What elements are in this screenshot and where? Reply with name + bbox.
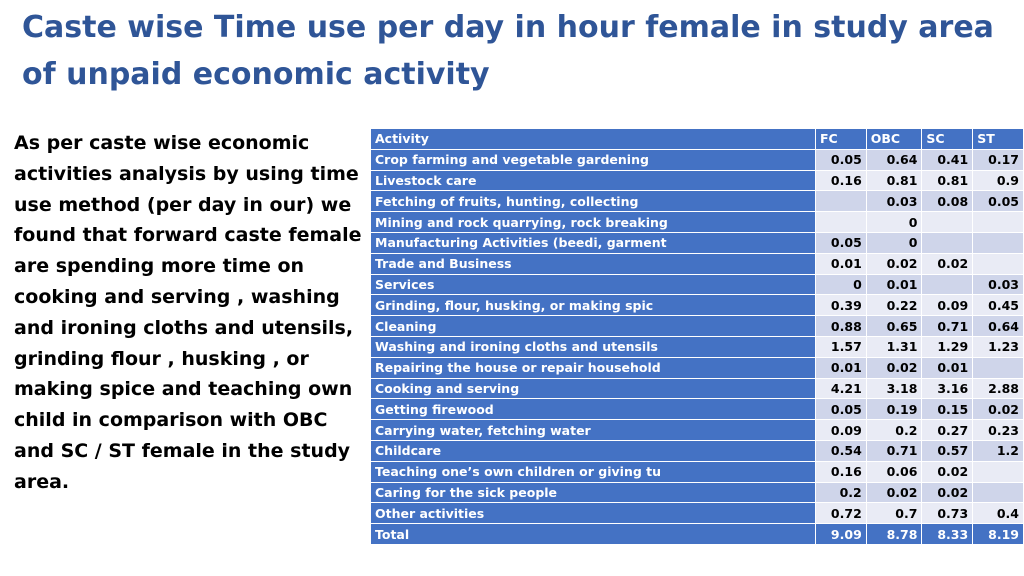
obc-cell: 0.01 [866,274,922,295]
table-row [371,336,1024,357]
table-row [371,170,1024,191]
activity-cell: Grinding, flour, husking, or making spic [371,295,816,316]
sc-cell: 8.33 [922,524,973,545]
fc-cell: 0.09 [816,420,867,441]
sc-cell: 0.27 [922,420,973,441]
sc-cell: 0.02 [922,461,973,482]
activity-cell: Teaching one’s own children or giving tu [371,461,816,482]
activity-cell: Cleaning [371,316,816,337]
sc-cell: 3.16 [922,378,973,399]
table-row [371,440,1024,461]
table-row [371,399,1024,420]
activity-cell: Livestock care [371,170,816,191]
st-cell: 0.64 [973,316,1024,337]
activity-cell: Other activities [371,503,816,524]
st-cell [973,461,1024,482]
table-row [371,295,1024,316]
obc-cell: 0.02 [866,357,922,378]
obc-cell: 1.31 [866,336,922,357]
table-total-row [371,524,1024,545]
fc-cell: 0.16 [816,170,867,191]
activity-cell: Cooking and serving [371,378,816,399]
fc-cell [816,212,867,233]
obc-cell: 0.02 [866,482,922,503]
slide-title: Caste wise Time use per day in hour female in study area of unpaid economic activity [22,10,994,92]
body-paragraph: As per caste wise economic activities analysis by using time use method (per day in our) we found that forward caste female are spending more time on cooking and serving , washing and ironing cloths and utensils, grinding flour , husking , or making spice and teaching own child in comparison with OBC and SC / ST female in the study area. [14,132,362,493]
obc-cell: 0.2 [866,420,922,441]
fc-cell: 0.16 [816,461,867,482]
table-row [371,149,1024,170]
sc-cell: 0.02 [922,482,973,503]
st-cell [973,357,1024,378]
activity-cell: Getting firewood [371,399,816,420]
header-fc: FC [816,129,867,150]
activity-cell: Repairing the house or repair household [371,357,816,378]
st-cell: 0.05 [973,191,1024,212]
table-row [371,357,1024,378]
st-cell: 1.23 [973,336,1024,357]
st-cell: 0.23 [973,420,1024,441]
st-cell: 0.17 [973,149,1024,170]
obc-cell: 0.64 [866,149,922,170]
fc-cell: 0.05 [816,232,867,253]
header-obc: OBC [866,129,922,150]
obc-cell: 0.19 [866,399,922,420]
fc-cell: 0.72 [816,503,867,524]
st-cell [973,212,1024,233]
fc-cell: 9.09 [816,524,867,545]
sc-cell: 0.41 [922,149,973,170]
sc-cell: 0.81 [922,170,973,191]
table-row [371,316,1024,337]
sc-cell: 0.71 [922,316,973,337]
st-cell: 8.19 [973,524,1024,545]
fc-cell: 0.88 [816,316,867,337]
fc-cell: 0.01 [816,357,867,378]
st-cell [973,482,1024,503]
caste-time-use-table [370,128,1024,545]
activity-cell: Manufacturing Activities (beedi, garment [371,232,816,253]
fc-cell: 0 [816,274,867,295]
st-cell: 2.88 [973,378,1024,399]
sc-cell [922,274,973,295]
activity-cell: Services [371,274,816,295]
fc-cell: 4.21 [816,378,867,399]
fc-cell: 1.57 [816,336,867,357]
sc-cell: 0.15 [922,399,973,420]
activity-cell: Total [371,524,816,545]
activity-cell: Washing and ironing cloths and utensils [371,336,816,357]
sc-cell: 0.09 [922,295,973,316]
sc-cell: 0.57 [922,440,973,461]
obc-cell: 0.71 [866,440,922,461]
table-row [371,378,1024,399]
table-row [371,482,1024,503]
table-row [371,274,1024,295]
header-activity: Activity [371,129,816,150]
fc-cell: 0.01 [816,253,867,274]
activity-cell: Trade and Business [371,253,816,274]
fc-cell: 0.2 [816,482,867,503]
sc-cell [922,212,973,233]
st-cell: 0.4 [973,503,1024,524]
activity-cell: Caring for the sick people [371,482,816,503]
activity-cell: Carrying water, fetching water [371,420,816,441]
table-row [371,461,1024,482]
sc-cell: 0.01 [922,357,973,378]
obc-cell: 0.03 [866,191,922,212]
table-row [371,191,1024,212]
table-row [371,212,1024,233]
fc-cell: 0.05 [816,399,867,420]
sc-cell: 1.29 [922,336,973,357]
fc-cell: 0.54 [816,440,867,461]
obc-cell: 8.78 [866,524,922,545]
sc-cell [922,232,973,253]
fc-cell: 0.05 [816,149,867,170]
fc-cell [816,191,867,212]
obc-cell: 0.81 [866,170,922,191]
activity-cell: Crop farming and vegetable gardening [371,149,816,170]
st-cell: 0.45 [973,295,1024,316]
activity-cell: Fetching of fruits, hunting, collecting [371,191,816,212]
table-row [371,503,1024,524]
header-sc: SC [922,129,973,150]
table-row [371,420,1024,441]
header-st: ST [973,129,1024,150]
sc-cell: 0.73 [922,503,973,524]
sc-cell: 0.08 [922,191,973,212]
st-cell: 0.9 [973,170,1024,191]
fc-cell: 0.39 [816,295,867,316]
table-row [371,253,1024,274]
obc-cell: 0.02 [866,253,922,274]
obc-cell: 0.65 [866,316,922,337]
st-cell [973,232,1024,253]
table-header-row [371,129,1024,150]
obc-cell: 0 [866,212,922,233]
st-cell [973,253,1024,274]
obc-cell: 3.18 [866,378,922,399]
st-cell: 1.2 [973,440,1024,461]
obc-cell: 0 [866,232,922,253]
obc-cell: 0.06 [866,461,922,482]
activity-cell: Childcare [371,440,816,461]
sc-cell: 0.02 [922,253,973,274]
obc-cell: 0.22 [866,295,922,316]
obc-cell: 0.7 [866,503,922,524]
st-cell: 0.02 [973,399,1024,420]
table-row [371,232,1024,253]
st-cell: 0.03 [973,274,1024,295]
activity-cell: Mining and rock quarrying, rock breaking [371,212,816,233]
